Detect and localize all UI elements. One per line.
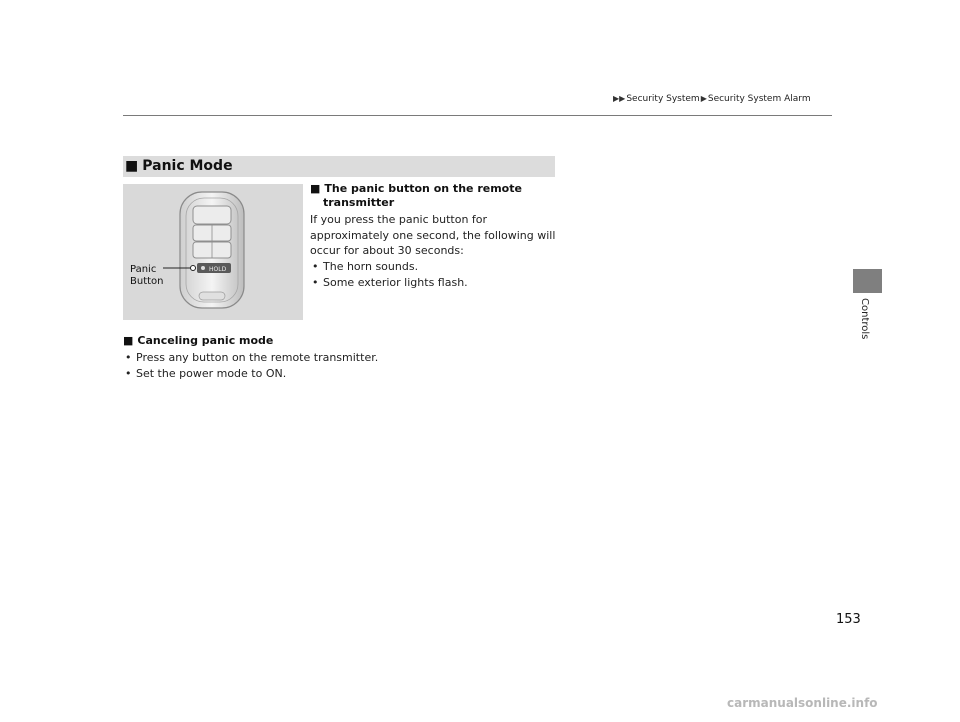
square-marker-icon: ■ bbox=[125, 158, 139, 174]
list-item: • Some exterior lights flash. bbox=[312, 275, 468, 291]
hold-button-text: HOLD bbox=[209, 266, 227, 273]
canceling-heading: ■ Canceling panic mode bbox=[123, 334, 274, 347]
arrow-icon: ▶ bbox=[700, 94, 707, 103]
panic-button-heading: ■ The panic button on the remote transmitter bbox=[310, 182, 522, 209]
square-marker-icon: ■ bbox=[123, 334, 134, 347]
panic-effects-list bbox=[312, 259, 468, 290]
list-item: • Set the power mode to ON. bbox=[125, 366, 378, 382]
double-arrow-icon: ▶▶ bbox=[613, 94, 626, 103]
list-item: • Press any button on the remote transmitter. bbox=[125, 350, 378, 366]
panic-button-description: If you press the panic button for approximately one second, the following will occur for about 30 seconds: bbox=[310, 213, 556, 257]
breadcrumb-item-security-system-alarm[interactable]: Security System Alarm bbox=[707, 94, 811, 104]
watermark: carmanualsonline.info bbox=[727, 696, 878, 710]
chapter-tab[interactable] bbox=[853, 269, 882, 293]
remote-transmitter-icon bbox=[123, 184, 303, 320]
panic-button-callout: Panic Button bbox=[130, 264, 164, 287]
breadcrumb-item-security-system[interactable]: Security System bbox=[626, 94, 700, 104]
header-divider bbox=[123, 115, 832, 116]
remote-transmitter-figure bbox=[123, 184, 303, 320]
list-item: • The horn sounds. bbox=[312, 259, 468, 275]
square-marker-icon: ■ bbox=[310, 182, 321, 195]
section-title bbox=[125, 158, 233, 174]
page-number: 153 bbox=[836, 612, 861, 627]
canceling-list bbox=[125, 350, 378, 381]
breadcrumb bbox=[612, 94, 811, 104]
chapter-tab-label: Controls bbox=[859, 298, 870, 340]
section-title-text: Panic Mode bbox=[142, 158, 233, 174]
